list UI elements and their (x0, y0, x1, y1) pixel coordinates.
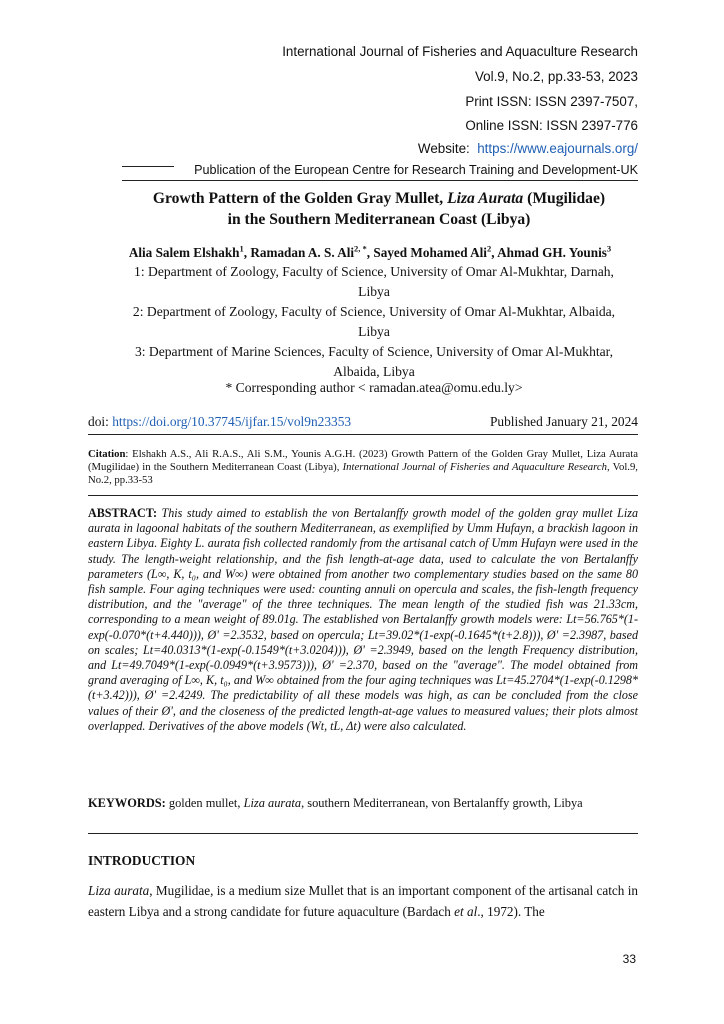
abstract-text: This study aimed to establish the von Bertalanffy growth model of the golden gray mullet Liza aurata in lagoonal habitats of the southern Mediterranean, as exemplified by Umm Hufayn, a brackish lagoon in eastern Libya. Eighty L. aurata fish collected randomly from the artisanal catch of Umm Hufayn were used in the study. The length-weight relationship, and the fish length-at-age data, used to calculate the von Bertalanffy parameters (L∞, K, t₀, and W∞) were obtained from another two complementary studies based on the same 80 fish sample. Four aging techniques were used: counting annuli on opercula and scales, the fish-length frequency distribution, and the "average" of the three techniques. The mean length of the studied fish was 21.33cm, corresponding to a mean weight of 89.01g. The established von Bertalanffy growth models were: Lt=56.765*(1-exp(-0.070*(t+4.440))), Øʹ =2.3532, based on opercula; Lt=39.02*(1-exp(-0.1645*(t+2.8))), Øʹ =2.3987, based on scales; Lt=40.0313*(1-exp(-0.1549*(t+3.0204))), Øʹ =2.3949, based on the length Frequency distribution, and Lt=49.7049*(1-exp(-0.0949*(t+3.9573))), Øʹ =2.370, based on the "average". The model obtained from grand averaging of L∞, K, t₀, and W∞ obtained from the four aging techniques was Lt=45.2704*(1-exp(-0.1298*(t+3.42))), Øʹ =2.4249. The predictability of all these models was high, as can be concluded from the close values of their Øʹ, and the closeness of the predicted length-at-age values to measured values; their plots almost overlapped. Derivatives of the above models (Wt, tL, Δt) were also calculated. (88, 506, 638, 733)
abstract-label: ABSTRACT: (88, 506, 157, 520)
published-date: Published January 21, 2024 (489, 414, 638, 429)
keywords: KEYWORDS: golden mullet, Liza aurata, southern Mediterranean, von Bertalanffy growth, Libya (88, 796, 583, 810)
journal-volume: Vol.9, No.2, pp.33-53, 2023 (474, 69, 638, 84)
author: Alia Salem Elshakh$^1$, (128, 244, 251, 261)
affiliation-1-cont: Libya (358, 284, 390, 299)
online-issn: Online ISSN: ISSN 2397-776 (465, 118, 638, 133)
affiliation-3-cont: Albaida, Libya (333, 364, 415, 379)
affiliation-1: 1: Department of Zoology, Faculty of Science, University of Omar Al-Mukhtar, Darnah, (134, 264, 614, 279)
doi-rule (88, 434, 638, 435)
citation-rule (88, 495, 638, 496)
affiliation-2-cont: Libya (358, 324, 390, 339)
paper-title: Growth Pattern of the Golden Gray Mullet, Liza Aurata (Mugilidae) (152, 190, 606, 207)
introduction-text: Liza aurata, Mugilidae, is a medium size Mullet that is an important component of the artisanal catch in eastern Libya and a strong candidate for future aquaculture (Bardach et al., 1972). The (88, 883, 638, 919)
citation: Citation: Elshakh A.S., Ali R.A.S., Ali S.M., Younis A.G.H. (2023) Growth Pattern of the Golden Gray Mullet, Liza Aurata (Mugilidae) in the Southern Mediterranean Coast (Libya), International Journal of Fisheries and Aquaculture Research, Vol.9, No.2, pp.33-53 (88, 448, 638, 486)
affiliation-3: 3: Department of Marine Sciences, Faculty of Science, University of Omar Al-Mukhtar, (134, 344, 614, 359)
citation-label: Citation (88, 448, 126, 460)
author: Ahmad GH. Younis$^3$ (497, 244, 612, 261)
doi-label: doi: (88, 414, 113, 429)
publisher-line: Publication of the European Centre for Research Training and Development-UK (194, 163, 638, 177)
author: Sayed Mohamed Ali$^2$, (373, 244, 498, 261)
website-label: Website: (417, 141, 470, 156)
journal-name: International Journal of Fisheries and Aquaculture Research (282, 44, 638, 59)
print-issn: Print ISSN: ISSN 2397-7507, (465, 94, 638, 109)
page-number: 33 (622, 952, 636, 966)
title-species: Liza Aurata (447, 190, 524, 207)
doi-link[interactable]: https://doi.org/10.37745/ijfar.15/vol9n23353 (112, 414, 352, 429)
header-rule (122, 180, 638, 181)
doi-line (88, 413, 351, 431)
website-line (418, 141, 638, 157)
keywords-rule (88, 833, 638, 834)
keywords-label: KEYWORDS: (88, 796, 166, 810)
paper-title-line2: in the Southern Mediterranean Coast (Libya) (227, 211, 531, 228)
corresponding-author: * Corresponding author < ramadan.atea@omu.edu.ly> (225, 380, 523, 395)
author-list (82, 240, 658, 262)
affiliation-2: 2: Department of Zoology, Faculty of Science, University of Omar Al-Mukhtar, Albaida, (132, 304, 616, 319)
website-link[interactable]: https://www.eajournals.org/ (477, 141, 638, 156)
abstract (88, 506, 638, 734)
author: Ramadan A. S. Ali$^{2, *}$, (250, 244, 374, 261)
introduction-heading: INTRODUCTION (88, 853, 196, 868)
